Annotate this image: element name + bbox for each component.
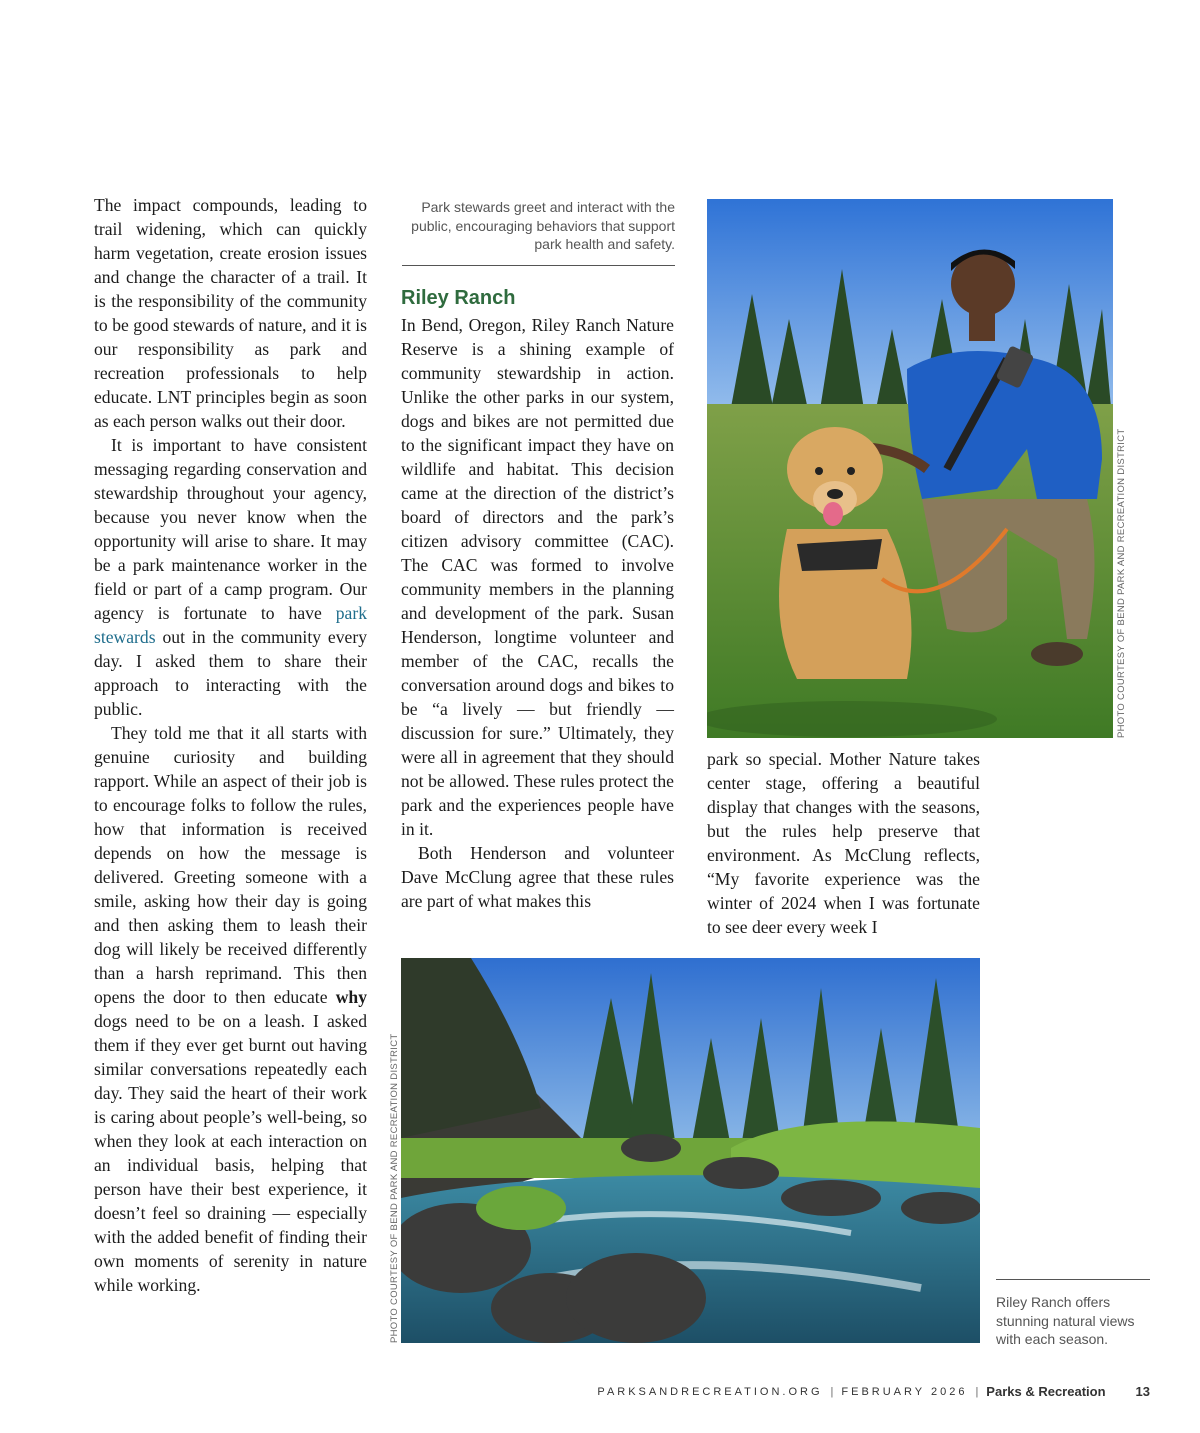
- paragraph: [94, 433, 367, 721]
- footer-magazine-name: Parks & Recreation: [986, 1384, 1106, 1399]
- page-number: 13: [1135, 1384, 1150, 1399]
- footer-date: FEBRUARY 2026: [841, 1385, 968, 1398]
- photo-caption-top: Park stewards greet and interact with the public, encouraging behaviors that support park health and safety.: [411, 199, 675, 252]
- footer-site: PARKSANDRECREATION.ORG: [597, 1385, 823, 1398]
- caption-divider: [996, 1279, 1150, 1280]
- bold-text: why: [335, 987, 367, 1007]
- photo-credit: PHOTO COURTESY OF BEND PARK AND RECREATION DISTRICT: [389, 1033, 400, 1343]
- paragraph: [94, 721, 367, 1297]
- caption-divider: [402, 265, 675, 266]
- text-run: They told me that it all starts with genuine curiosity and building rapport. While an aspect of their job is to encourage folks to follow the rules, how that information is received depends on how the message is delivered. Greeting someone with a smile, asking how their day is going and then asking them to leash their dog will likely be received differently than a harsh reprimand. This then opens the door to then educate: [94, 723, 367, 1007]
- river-photo: [401, 958, 980, 1343]
- steward-with-dog-photo: [707, 199, 1113, 738]
- park-stewards-link[interactable]: park stewards: [94, 603, 367, 647]
- page-footer: [597, 1384, 1150, 1399]
- steward-photo-illustration: [707, 199, 1113, 738]
- section-heading: Riley Ranch: [401, 287, 516, 309]
- paragraph: park so special. Mother Nature takes center stage, offering a beautiful display that changes with the seasons, but the rules help preserve that environment. As McClung reflects, “My favorite experience was the winter of 2024 when I was fortunate to see deer every week I: [707, 749, 980, 937]
- text-run: out in the community every day. I asked them to share their approach to interacting with the public.: [94, 627, 367, 719]
- text-run: dogs need to be on a leash. I asked them if they ever get burnt out having similar conversations repeatedly each day. They said the heart of their work is caring about people’s well-being, so when they look at each interaction on an individual basis, helping that person have their best experience, it doesn’t feel so draining — especially with the added benefit of finding their own moments of serenity in nature while working.: [94, 1011, 367, 1295]
- paragraph: The impact compounds, leading to trail widening, which can quickly harm vegetation, create erosion issues and change the character of a trail. It is the responsibility of the community to be good stewards of nature, and it is our responsibility as park and recreation professionals to help educate. LNT principles begin as soon as each person walks out their door.: [94, 195, 367, 431]
- article-column-2: [401, 313, 674, 913]
- photo-credit: PHOTO COURTESY OF BEND PARK AND RECREATION DISTRICT: [1116, 428, 1127, 738]
- paragraph: In Bend, Oregon, Riley Ranch Nature Reserve is a shining example of community stewardship in action. Unlike the other parks in our system, dogs and bikes are not permitted due to the significant impact they have on wildlife and habitat. This decision came at the direction of the district’s board of directors and the park’s citizen advisory committee (CAC). The CAC was formed to involve community members in the planning and development of the park. Susan Henderson, longtime volunteer and member of the CAC, recalls the conversation around dogs and bikes to be “a lively — but friendly — discussion for sure.” Ultimately, they were all in agreement that they should not be allowed. These rules protect the park and the experiences people have in it.: [401, 315, 674, 839]
- photo-caption-bottom: Riley Ranch offers stunning natural views with each season.: [996, 1294, 1135, 1347]
- footer-separator: |: [975, 1385, 979, 1398]
- footer-separator: |: [830, 1385, 834, 1398]
- paragraph: Both Henderson and volunteer Dave McClung agree that these rules are part of what makes this: [401, 843, 674, 911]
- text-run: It is important to have consistent messaging regarding conservation and stewardship throughout your agency, because you never know when the opportunity will arise to share. It may be a park maintenance worker in the field or part of a camp program. Our agency is fortunate to have: [94, 435, 367, 623]
- article-column-3: [707, 747, 980, 939]
- river-photo-illustration: [401, 958, 980, 1343]
- article-column-1: [94, 193, 367, 1297]
